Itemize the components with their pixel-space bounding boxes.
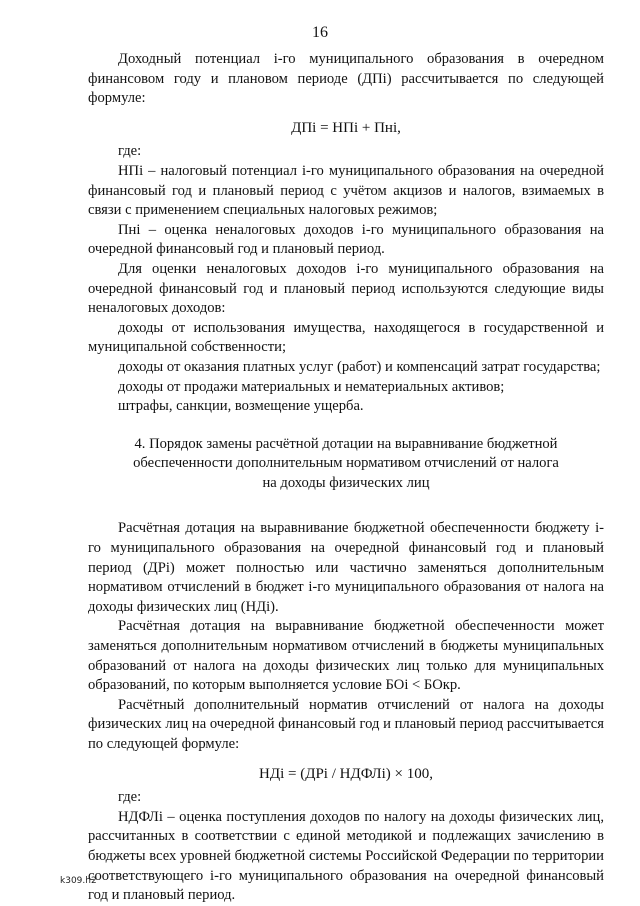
where-label: где:: [118, 143, 142, 160]
paragraph-normative-formula-intro: Расчётный дополнительный норматив отчислений от налога на доходы физических лиц на очередной финансовый год и плановый период рассчитывается по следующей формуле:: [88, 696, 604, 752]
paragraph-subsidy-replacement: Расчётная дотация на выравнивание бюджетной обеспеченности бюджету i-го муниципального образования на очередной финансовый год и плановый период (ДРi) может полностью или частично заменяться дополнительным нормативом отчислений в бюджет i-го муниципального образования от налога на доходы физических лиц (НДi).: [88, 520, 604, 615]
definition-pn: Пнi – оценка неналоговых доходов i-го муниципального образования на очередной финансовый год и плановый период.: [88, 221, 604, 258]
document-body: [88, 50, 604, 906]
where-label-2: где:: [118, 789, 142, 806]
definition-ndfl: НДФЛi – оценка поступления доходов по налогу на доходы физических лиц, рассчитанных в соответствии с единой методикой и подлежащих зачислению в бюджеты всех уровней бюджетной системы Российской Федерации по территории соответствующего i-го муниципального образования на очередной финансовый год и плановый период.: [88, 808, 604, 904]
paragraph-nontax-types: Для оценки неналоговых доходов i-го муниципального образования на очередной финансовый год и плановый период используются следующие виды неналоговых доходов:: [88, 260, 604, 317]
list-item-services: доходы от оказания платных услуг (работ) и компенсаций затрат государства;: [118, 358, 601, 375]
list-item-property: доходы от использования имущества, находящегося в государственной и муниципальной собственности;: [88, 319, 604, 356]
definition-np: НПi – налоговый потенциал i-го муниципального образования на очередной финансовый год и плановый период с учётом акцизов и налогов, взимаемых в связи с применением специальных налоговых режимов;: [88, 162, 604, 219]
formula-dp: ДПi = НПi + Пнi,: [291, 119, 401, 136]
formula-nd: НДi = (ДРi / НДФЛi) × 100,: [259, 765, 433, 782]
paragraph-condition: Расчётная дотация на выравнивание бюджетной обеспеченности может заменяться дополнительным нормативом отчислений в бюджеты муниципальных образований от налога на доходы физических лиц только для муниципальных образований, по которым выполняется условие БОi < БОкр.: [88, 618, 604, 694]
paragraph-intro: Доходный потенциал i-го муниципального образования в очередном финансовом году и плановом периоде (ДПi) рассчитывается по следующей формуле:: [88, 51, 604, 107]
list-item-assets: доходы от продажи материальных и нематериальных активов;: [118, 378, 505, 395]
list-item-fines: штрафы, санкции, возмещение ущерба.: [118, 398, 364, 415]
footer-code: k309.h2: [60, 876, 97, 886]
section-heading: 4. Порядок замены расчётной дотации на выравнивание бюджетной обеспеченности дополнительным нормативом отчислений от налога на доходы физических лиц: [133, 435, 559, 491]
page-number: 16: [312, 24, 328, 41]
